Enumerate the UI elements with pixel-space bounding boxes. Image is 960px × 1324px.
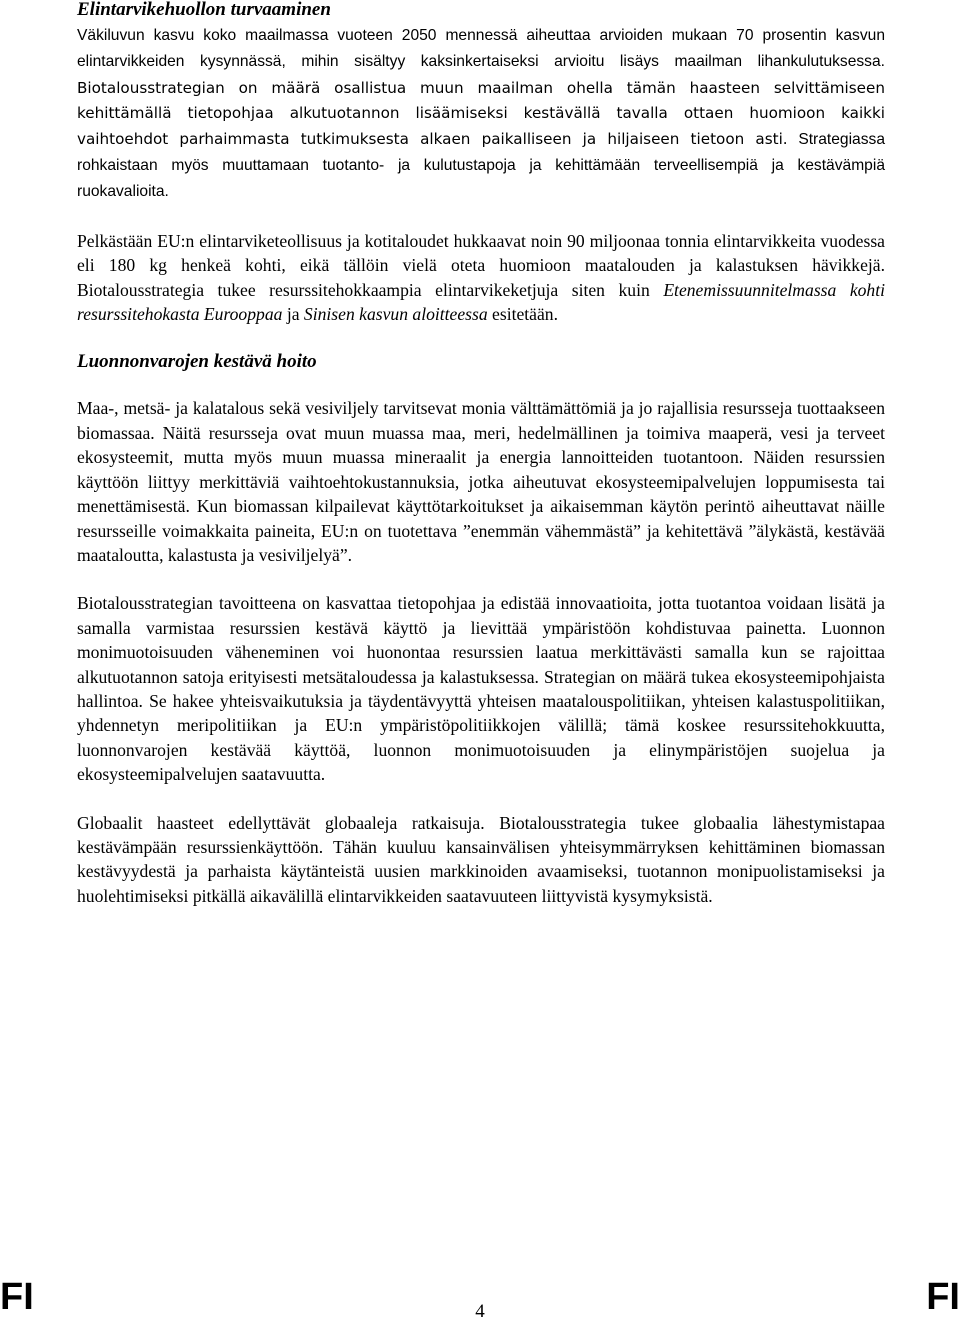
text-segment: Väkiluvun kasvu koko maailmassa vuoteen 2050 mennessä aiheuttaa arvioiden mukaan 70 prosentin kasvun elintarvikkeiden kysynnässä, mihin sisältyy kaksinkertaiseksi arvioitu lisäys maailman lihankulutuksessa. (77, 27, 885, 71)
section-heading: Elintarvikehuollon turvaaminen (77, 0, 331, 20)
text-segment: Kun biomassan kilpailevat käyttötarkoitukset ja aikaisemman käytön perintö aiheuttavat näille resursseille voimakkaita paineita, EU:n on tuotettava ”enemmän vähemmästä” ja kehitettävä ”älykästä, kestävää maataloutta, kalastusta ja vesiviljelyä”. (77, 496, 885, 565)
paragraph (77, 396, 885, 567)
text-segment: Näitä resursseja ovat muun muassa maa, meri, hedelmällinen ja toimiva maaperä, vesi ja terveet ekosysteemit, mutta myös muun muassa mineraalit ja energia lannoitteiden tuotantoon. (77, 422, 885, 468)
paragraph (77, 229, 885, 327)
text-segment: ja (282, 304, 304, 325)
text-segment: Maa-, metsä- ja kalatalous sekä vesiviljely tarvitsevat monia välttämättömiä ja jo rajallisia resursseja tuottaakseen biomassaa. (77, 398, 885, 443)
text-segment: Näiden resurssien käyttöön liittyy merkittäviä vaihtoehtokustannuksia, jotka aiheutuvat ekosysteemipalvelujen loppumisesta tai menettämisestä. (77, 447, 885, 517)
paragraph (77, 22, 885, 205)
text-segment: esitetään. (487, 304, 558, 325)
paragraph: Globaalit haasteet edellyttävät globaaleja ratkaisuja. Biotalousstrategia tukee globaalia lähestymistapaa kestävämpään resurssienkäyttöön. Tähän kuuluu kansainvälisen yhteisymmärryksen kehittäminen biomassan kestävyydestä ja parhaista käytänteistä uusien markkinoiden avaamiseksi, tuotannon monipuolistamiseksi ja huolehtimiseksi pitkällä aikavälillä elintarvikkeiden saatavuuteen liittyvistä kysymyksistä. (77, 812, 885, 906)
language-code-left: FI (0, 1276, 34, 1318)
text-segment: Pelkästään EU:n elintarviketeollisuus ja kotitaloudet hukkaavat noin 90 miljoonaa tonnia elintarvikkeita vuodessa eli 180 kg henkeä kohti, eikä tällöin vielä oteta huomioon maatalouden ja kalastuksen hävikkejä. Biotalousstrategia tukee resurssitehokkaampia elintarvikeketjuja siten kuin (77, 230, 885, 300)
page-number: 4 (475, 1301, 485, 1322)
italic-title: Etenemissuunnitelmassa kohti resurssitehokasta Eurooppaa (77, 279, 886, 325)
text-segment: Biotalousstrategian on määrä osallistua muun maailman ohella tämän haasteen selvittämiseen kehittämällä tietopohjaa alkutuotannon lisäämiseksi kestävällä tavalla ottaen huomioon kaikki vaihtoehdot parhaimmasta tutkimuksesta alkaen paikalliseen ja hiljaiseen tietoon asti. (77, 78, 885, 148)
language-code-right: FI (926, 1276, 960, 1318)
text-segment: Strategiassa rohkaistaan myös muuttamaan tuotanto- ja kulutustapoja ja kehittämään terveellisempiä ja kestävämpiä ruokavalioita. (77, 130, 885, 201)
section-heading: Luonnonvarojen kestävä hoito (77, 351, 317, 373)
paragraph: Biotalousstrategian tavoitteena on kasvattaa tietopohjaa ja edistää innovaatioita, jotta tuotantoa voidaan lisätä ja samalla varmistaa resurssien kestävä käyttö ja lievittää ympäristöön kohdistuvaa painetta. Luonnon monimuotoisuuden väheneminen voi huonontaa resurssien laatua merkittävästi samalla kun se rajoittaa alkutuotannon satoja erityisesti metsätaloudessa ja kalastuksessa. Strategian on määrä tukea ekosysteemipohjaista hallintoa. Se hakee yhteisvaikutuksia ja täydentävyyttä yhteisen maatalouspolitiikan, yhteisen kalastuspolitiikan, yhdennetyn meripolitiikan ja EU:n ympäristöpolitiikkojen välillä; tämä koskee resurssitehokkuutta, luonnonvarojen kestävää käyttöä, luonnon monimuotoisuuden ja elinympäristöjen suojelua ja ekosysteemipalvelujen saatavuutta. (77, 593, 885, 785)
document-page (77, 0, 885, 908)
italic-title: Sinisen kasvun aloitteessa (303, 304, 488, 325)
